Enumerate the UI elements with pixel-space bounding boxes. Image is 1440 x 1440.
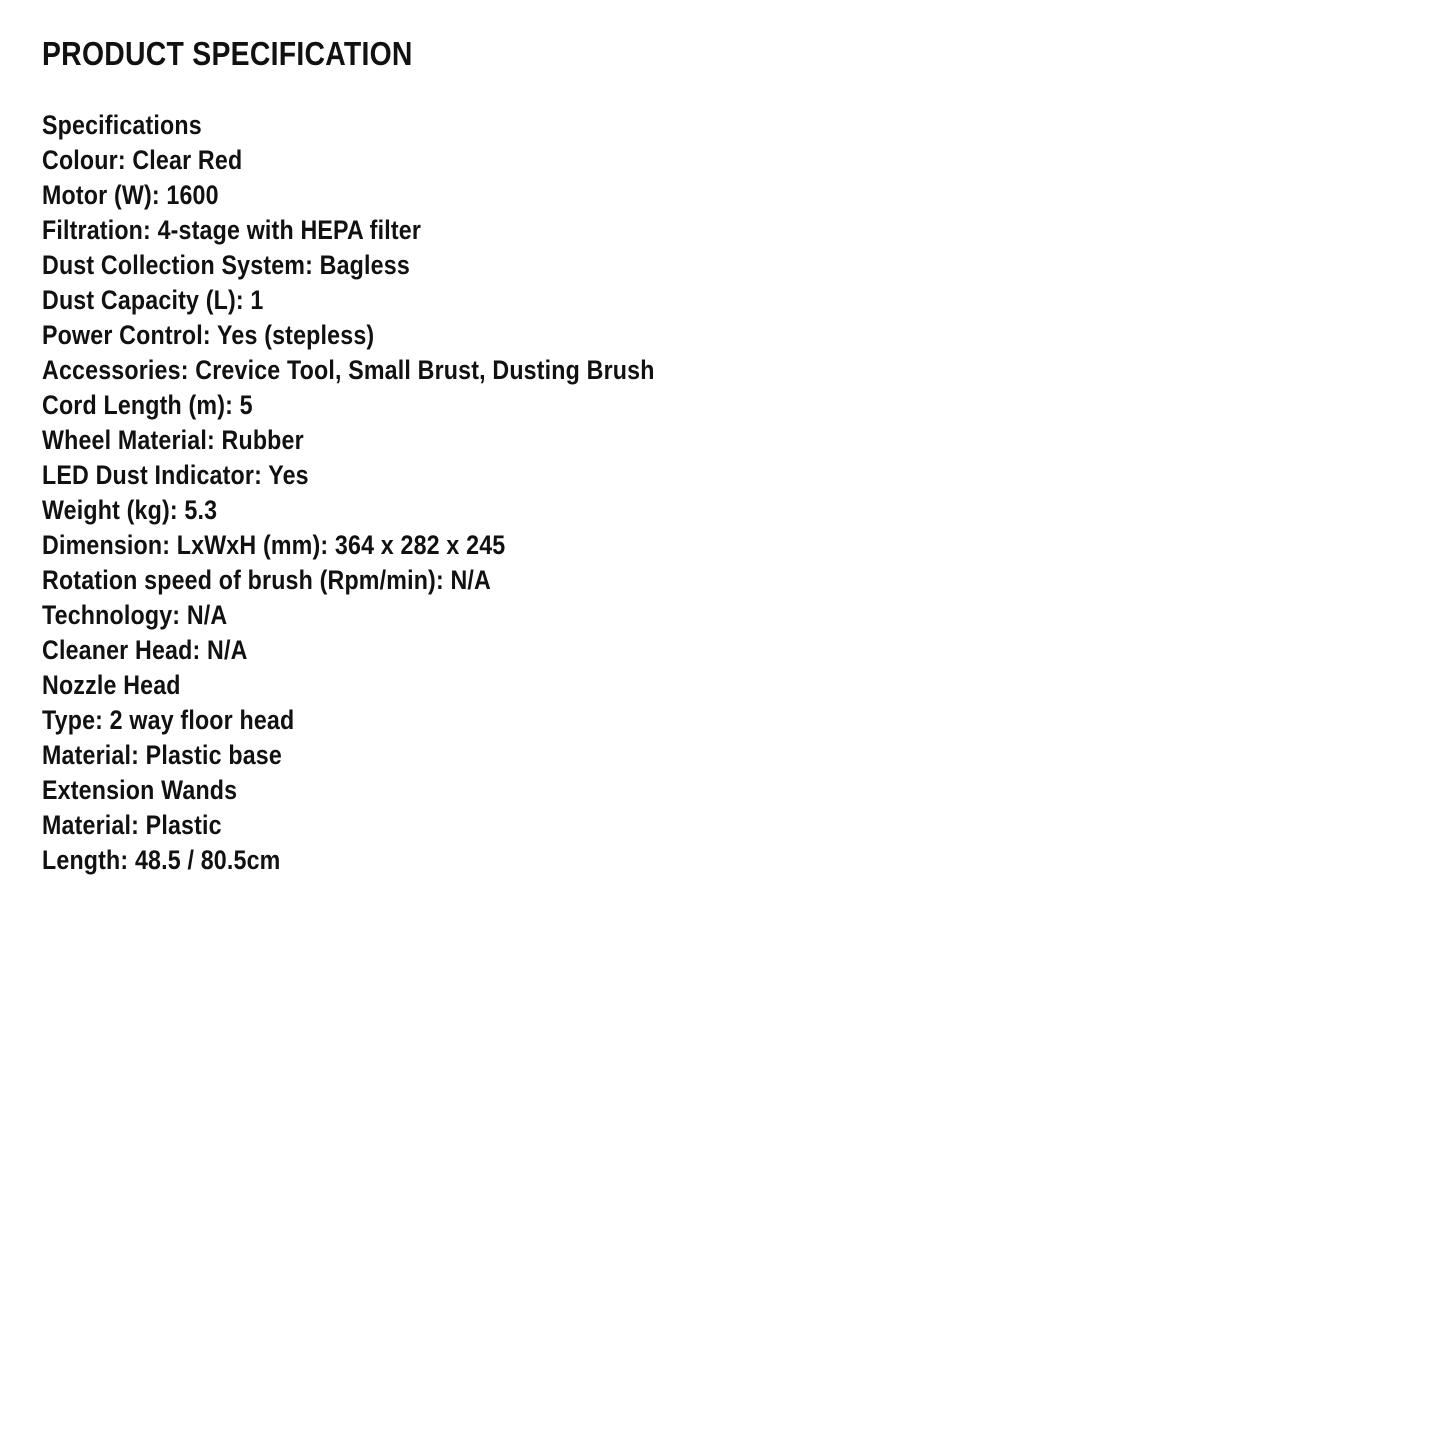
spec-list (42, 108, 754, 878)
spec-line-technology: Technology: N/A (42, 600, 228, 630)
spec-line-wheel-material: Wheel Material: Rubber (42, 425, 304, 455)
spec-line-led-dust-indicator: LED Dust Indicator: Yes (42, 460, 309, 490)
spec-line-cord-length: Cord Length (m): 5 (42, 390, 253, 420)
spec-document (42, 32, 1398, 875)
spec-line-power-control: Power Control: Yes (stepless) (42, 320, 375, 350)
spec-line-dust-collection: Dust Collection System: Bagless (42, 250, 410, 280)
spec-line-nozzle-type: Type: 2 way floor head (42, 705, 295, 735)
spec-line-nozzle-material: Material: Plastic base (42, 740, 282, 770)
spec-line-colour: Colour: Clear Red (42, 145, 243, 175)
spec-subheading-extension-wands: Extension Wands (42, 775, 238, 805)
spec-subheading-nozzle-head: Nozzle Head (42, 670, 181, 700)
spec-line-filtration: Filtration: 4-stage with HEPA filter (42, 215, 422, 245)
spec-line-dust-capacity: Dust Capacity (L): 1 (42, 285, 264, 315)
spec-line-rotation-speed: Rotation speed of brush (Rpm/min): N/A (42, 565, 491, 595)
spec-line-motor: Motor (W): 1600 (42, 180, 219, 210)
spec-line-dimension: Dimension: LxWxH (mm): 364 x 282 x 245 (42, 530, 506, 560)
spec-line-cleaner-head: Cleaner Head: N/A (42, 635, 248, 665)
spec-line-accessories: Accessories: Crevice Tool, Small Brust, Dusting Brush (42, 355, 655, 385)
spec-line-wand-material: Material: Plastic (42, 810, 222, 840)
spec-section-heading: Specifications (42, 110, 202, 140)
spec-line-weight: Weight (kg): 5.3 (42, 495, 218, 525)
page-title: PRODUCT SPECIFICATION (42, 35, 413, 72)
spec-line-wand-length: Length: 48.5 / 80.5cm (42, 845, 281, 875)
